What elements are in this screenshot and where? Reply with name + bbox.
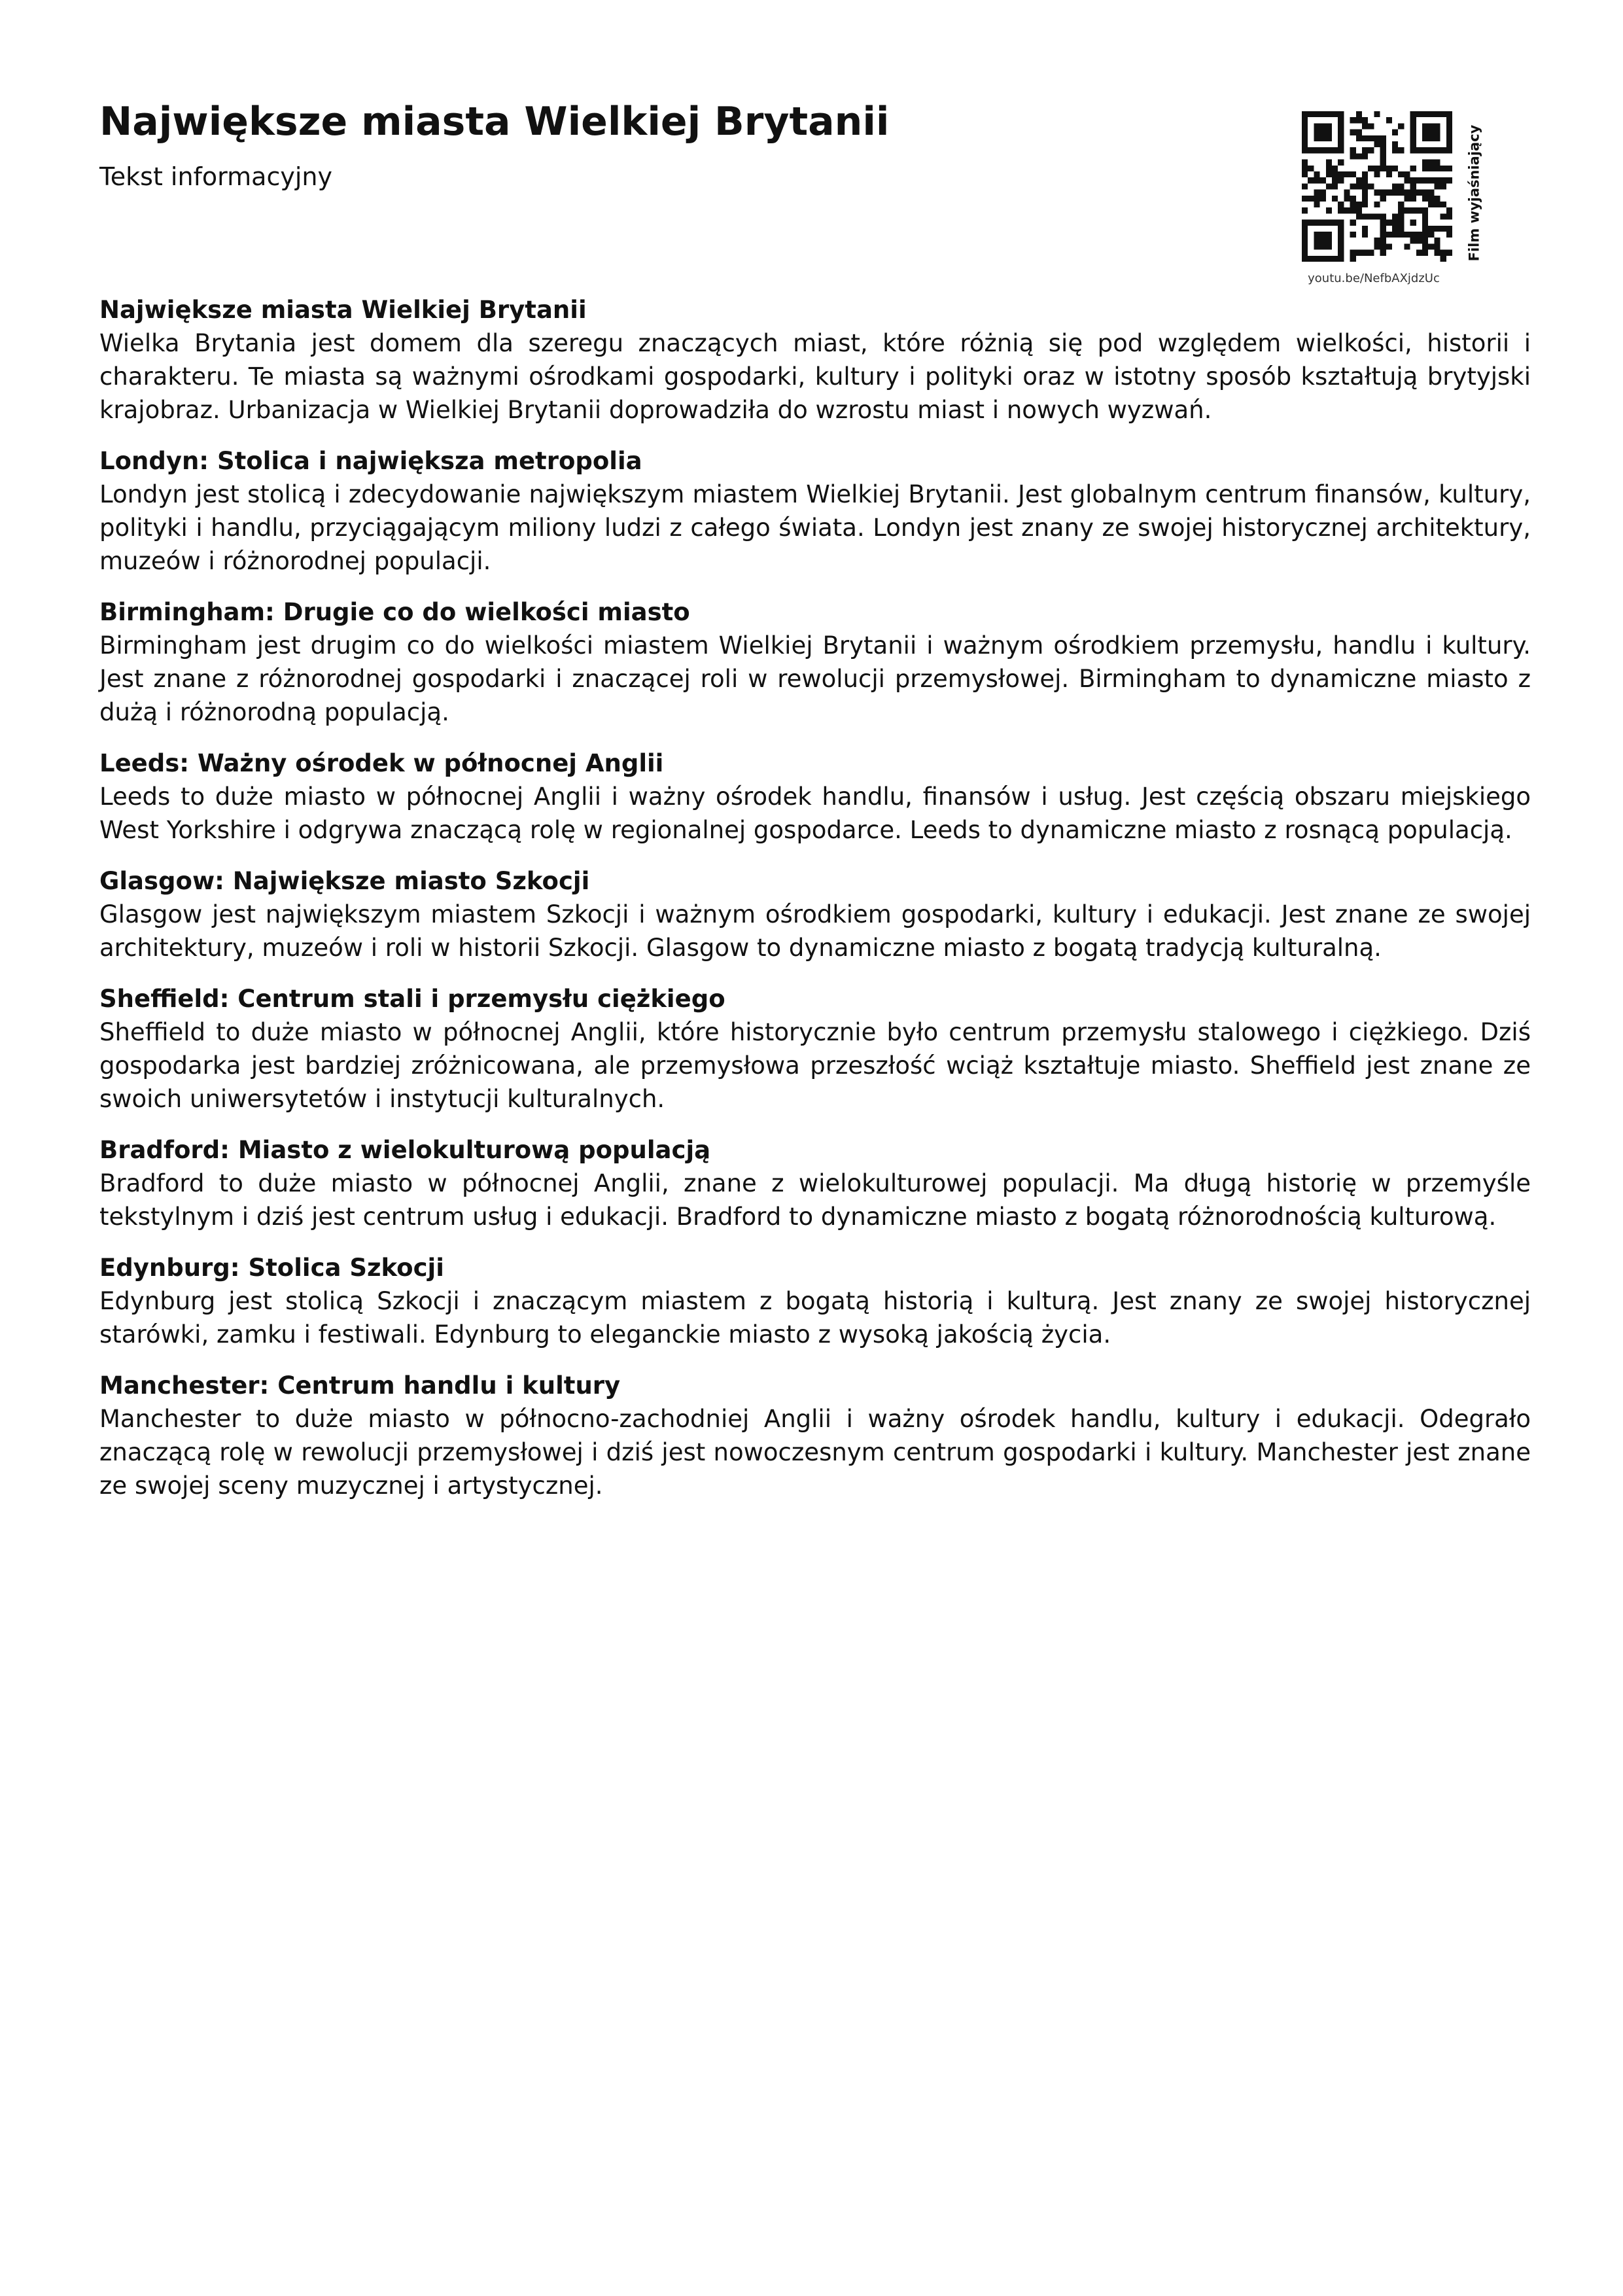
- section-body: Manchester to duże miasto w północno-zachodniej Anglii i ważny ośrodek handlu, kultury i edukacji. Odegrało znaczącą rolę w rewolucji przemysłowej i dziś jest nowoczesnym centrum gospodarki i kultury. Manchester jest znane ze swojej sceny muzycznej i artystycznej.: [99, 1405, 1531, 1500]
- section-body: Leeds to duże miasto w północnej Anglii i ważny ośrodek handlu, finansów i usług. Jest częścią obszaru miejskiego West Yorkshire i odgrywa znaczącą rolę w regionalnej gospodarce. Leeds to dynamiczne miasto z rosnącą populacją.: [99, 783, 1531, 844]
- section-heading: Manchester: Centrum handlu i kultury: [99, 1371, 621, 1400]
- section-leeds: [99, 747, 1531, 847]
- section-body: Wielka Brytania jest domem dla szeregu znaczących miast, które różnią się pod względem wielkości, historii i charakteru. Te miasta są ważnymi ośrodkami gospodarki, kultury i polityki oraz w istotny sposób kształtują brytyjski krajobraz. Urbanizacja w Wielkiej Brytanii doprowadziła do wzrostu miast i nowych wyzwań.: [99, 329, 1531, 424]
- section-body: Bradford to duże miasto w północnej Anglii, znane z wielokulturowej populacji. Ma długą historię w przemyśle tekstylnym i dziś jest centrum usług i edukacji. Bradford to dynamiczne miasto z bogatą różnorodnością kulturową.: [99, 1169, 1531, 1231]
- section-heading: Bradford: Miasto z wielokulturową populacją: [99, 1136, 711, 1164]
- qr-side-label-text: Film wyjaśniający: [1466, 124, 1482, 262]
- section-heading: Londyn: Stolica i największa metropolia: [99, 447, 642, 475]
- section-edinburgh: [99, 1251, 1531, 1351]
- section-heading: Glasgow: Największe miasto Szkocji: [99, 867, 590, 895]
- qr-code-icon[interactable]: [1302, 111, 1452, 262]
- section-body: Birmingham jest drugim co do wielkości miastem Wielkiej Brytanii i ważnym ośrodkiem przemysłu, handlu i kultury. Jest znane z różnorodnej gospodarki i znaczącej roli w rewolucji przemysłowej. Birmingham to dynamiczne miasto z dużą i różnorodną populacją.: [99, 631, 1531, 726]
- section-body: Londyn jest stolicą i zdecydowanie największym miastem Wielkiej Brytanii. Jest globalnym centrum finansów, kultury, polityki i handlu, przyciągającym miliony ludzi z całego świata. Londyn jest znany ze swojej historycznej architektury, muzeów i różnorodnej populacji.: [99, 480, 1531, 575]
- section-manchester: [99, 1369, 1531, 1502]
- section-intro: [99, 293, 1531, 427]
- section-glasgow: [99, 864, 1531, 964]
- qr-url[interactable]: youtu.be/NefbAXjdzUc: [1308, 272, 1440, 285]
- page-title: Największe miasta Wielkiej Brytanii: [99, 99, 890, 145]
- section-bradford: [99, 1133, 1531, 1233]
- section-heading: Sheffield: Centrum stali i przemysłu ciężkiego: [99, 985, 725, 1013]
- section-body: Sheffield to duże miasto w północnej Anglii, które historycznie było centrum przemysłu stalowego i ciężkiego. Dziś gospodarka jest bardziej zróżnicowana, ale przemysłowa przeszłość wciąż kształtuje miasto. Sheffield jest znane ze swoich uniwersytetów i instytucji kulturalnych.: [99, 1018, 1531, 1113]
- article-content: [99, 293, 1531, 1520]
- section-sheffield: [99, 982, 1531, 1116]
- page-subtitle: Tekst informacyjny: [99, 162, 332, 191]
- section-london: [99, 444, 1531, 578]
- section-heading: Leeds: Ważny ośrodek w północnej Anglii: [99, 749, 664, 777]
- section-birmingham: [99, 595, 1531, 729]
- section-heading: Birmingham: Drugie co do wielkości miasto: [99, 598, 690, 626]
- section-heading: Edynburg: Stolica Szkocji: [99, 1254, 444, 1282]
- qr-side-label: [1463, 121, 1485, 265]
- section-body: Glasgow jest największym miastem Szkocji i ważnym ośrodkiem gospodarki, kultury i edukacji. Jest znane ze swojej architektury, muzeów i roli w historii Szkocji. Glasgow to dynamiczne miasto z bogatą tradycją kulturalną.: [99, 900, 1531, 962]
- section-body: Edynburg jest stolicą Szkocji i znaczącym miastem z bogatą historią i kulturą. Jest znany ze swojej historycznej starówki, zamku i festiwali. Edynburg to eleganckie miasto z wysoką jakością życia.: [99, 1287, 1531, 1349]
- section-heading: Największe miasta Wielkiej Brytanii: [99, 296, 587, 324]
